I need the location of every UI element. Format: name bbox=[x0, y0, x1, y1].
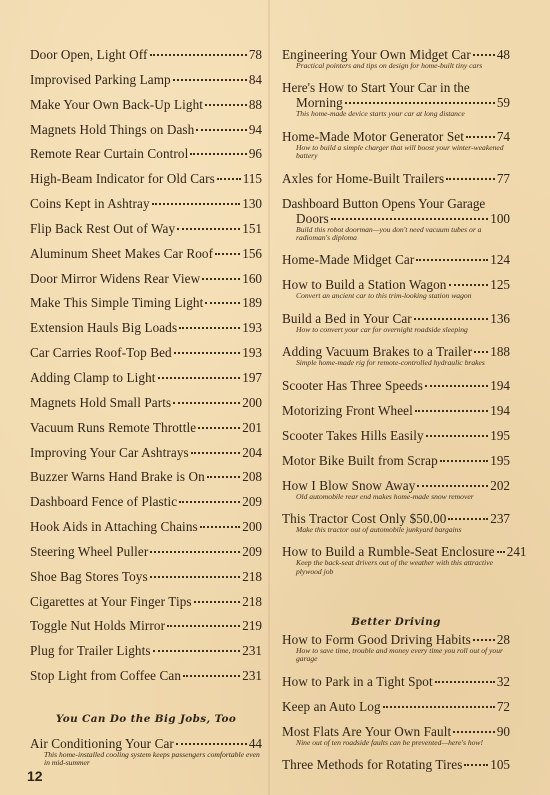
dot-leader bbox=[205, 104, 247, 106]
toc-entry bbox=[30, 494, 262, 519]
toc-entry-title: Dashboard Fence of Plastic bbox=[30, 494, 178, 510]
toc-entry bbox=[282, 378, 510, 393]
toc-entry bbox=[30, 295, 262, 320]
toc-entry bbox=[282, 632, 510, 647]
toc-entry-title: Toggle Nut Holds Mirror bbox=[30, 618, 166, 634]
toc-entry-page: 218 bbox=[242, 593, 262, 609]
toc-entry bbox=[30, 736, 262, 751]
toc-item bbox=[282, 344, 510, 367]
toc-entry-page: 209 bbox=[242, 494, 262, 510]
toc-entry-page: 200 bbox=[242, 394, 262, 410]
toc-item bbox=[282, 277, 510, 300]
toc-entry-page: 202 bbox=[490, 477, 510, 493]
toc-entry-description: Old automobile rear end makes home-made snow remover bbox=[296, 491, 474, 501]
right-section-entries bbox=[282, 632, 510, 782]
dot-leader bbox=[426, 435, 489, 437]
dot-leader bbox=[383, 706, 495, 708]
toc-entry-page: 200 bbox=[242, 519, 262, 535]
toc-entry-page: 231 bbox=[242, 668, 262, 684]
toc-entry-title: Keep an Auto Log bbox=[282, 698, 381, 714]
toc-entry-title: Motor Bike Built from Scrap bbox=[282, 452, 438, 468]
toc-entry-title: Improving Your Car Ashtrays bbox=[30, 444, 189, 460]
toc-entry bbox=[282, 211, 510, 226]
toc-item bbox=[282, 699, 510, 714]
toc-entry-title: Magnets Hold Small Parts bbox=[30, 394, 172, 410]
toc-entry bbox=[30, 395, 262, 420]
dot-leader bbox=[158, 377, 241, 379]
toc-entry-title: Axles for Home-Built Trailers bbox=[282, 170, 445, 186]
toc-entry-title: Adding Clamp to Light bbox=[30, 369, 156, 385]
toc-entry-description: How to convert your car for overnight roadside sleeping bbox=[296, 324, 468, 334]
toc-entry-title: This Tractor Cost Only $50.00 bbox=[282, 511, 447, 527]
toc-entry-title: How to Park in a Tight Spot bbox=[282, 673, 433, 689]
toc-entry-page: 160 bbox=[242, 270, 262, 286]
toc-entry bbox=[282, 453, 510, 468]
toc-entry-title: Stop Light from Coffee Can bbox=[30, 668, 182, 684]
toc-entry bbox=[30, 569, 262, 594]
dot-leader bbox=[415, 410, 488, 412]
toc-entry-title: High-Beam Indicator for Old Cars bbox=[30, 171, 215, 187]
toc-item bbox=[282, 47, 510, 70]
toc-entry-page: 100 bbox=[490, 210, 510, 226]
toc-entry-title: Plug for Trailer Lights bbox=[30, 643, 151, 659]
dot-leader bbox=[345, 102, 495, 104]
toc-entry-page: 194 bbox=[490, 377, 510, 393]
toc-entry-page: 77 bbox=[496, 170, 510, 186]
dot-leader bbox=[416, 259, 488, 261]
toc-entry-title: Extension Hauls Big Loads bbox=[30, 320, 178, 336]
toc-entry-description: Convert an ancient car to this trim-looking station wagon bbox=[296, 291, 472, 301]
dot-leader bbox=[173, 79, 247, 81]
dot-leader bbox=[440, 460, 488, 462]
toc-entry bbox=[30, 97, 262, 122]
dot-leader bbox=[183, 675, 240, 677]
toc-item bbox=[282, 632, 510, 664]
page-number: 12 bbox=[27, 768, 43, 784]
toc-entry-title: How to Form Good Driving Habits bbox=[282, 632, 471, 647]
toc-entry-title: Here's How to Start Your Car in the bbox=[282, 80, 470, 96]
toc-item bbox=[282, 724, 510, 747]
dot-leader bbox=[207, 476, 240, 478]
toc-entry bbox=[30, 618, 262, 643]
toc-item bbox=[282, 428, 510, 443]
dot-leader bbox=[435, 681, 495, 683]
toc-entry-title: Buzzer Warns Hand Brake is On bbox=[30, 469, 205, 485]
toc-entry-page: 32 bbox=[496, 673, 510, 689]
toc-entry-title: Shoe Bag Stores Toys bbox=[30, 568, 148, 584]
toc-item bbox=[282, 311, 510, 334]
toc-entry-page: 28 bbox=[496, 632, 510, 647]
toc-entry-title: Scooter Has Three Speeds bbox=[282, 377, 423, 393]
toc-entry-title: Doors bbox=[296, 210, 329, 226]
toc-entry bbox=[30, 47, 262, 72]
toc-entry-page: 241 bbox=[506, 544, 527, 560]
toc-entry bbox=[30, 320, 262, 345]
toc-entry-title: Adding Vacuum Brakes to a Trailer bbox=[282, 344, 473, 360]
dot-leader bbox=[179, 327, 240, 329]
toc-entry bbox=[30, 519, 262, 544]
toc-entry-page: 72 bbox=[496, 698, 510, 714]
toc-entry-description: How to build a simple charger that will boost your winter-weakened battery bbox=[296, 142, 504, 161]
toc-entry bbox=[30, 469, 262, 494]
toc-entry-title: How to Build a Rumble-Seat Enclosure bbox=[282, 544, 495, 560]
toc-entry bbox=[30, 594, 262, 619]
toc-entry bbox=[282, 674, 510, 689]
toc-entry bbox=[30, 146, 262, 171]
toc-entry-page: 130 bbox=[242, 196, 262, 212]
toc-entry-page: 48 bbox=[496, 47, 510, 62]
dot-leader bbox=[473, 54, 495, 56]
dot-leader bbox=[202, 278, 240, 280]
dot-leader bbox=[198, 427, 240, 429]
toc-entry-title: Vacuum Runs Remote Throttle bbox=[30, 419, 197, 435]
toc-entry bbox=[30, 668, 262, 693]
dot-leader bbox=[196, 129, 246, 131]
dot-leader bbox=[497, 551, 505, 553]
toc-entry-title: How to Build a Station Wagon bbox=[282, 277, 447, 293]
dot-leader bbox=[167, 625, 240, 627]
toc-entry-page: 151 bbox=[242, 220, 262, 236]
toc-entry bbox=[282, 344, 510, 359]
toc-entry-title: Dashboard Button Opens Your Garage bbox=[282, 195, 486, 211]
toc-entry-description: Nine out of ten roadside faults can be prevented—here's how! bbox=[296, 737, 484, 747]
toc-entry bbox=[30, 345, 262, 370]
toc-item bbox=[282, 378, 510, 393]
toc-entry-description: Build this robot doorman—you don't need vacuum tubes or a radioman's diploma bbox=[296, 224, 482, 243]
dot-leader bbox=[466, 136, 495, 138]
toc-entry bbox=[30, 643, 262, 668]
toc-entry-page: 105 bbox=[490, 757, 510, 773]
dot-leader bbox=[474, 351, 488, 353]
toc-entry-page: 237 bbox=[490, 511, 510, 527]
toc-item bbox=[282, 171, 510, 186]
toc-entry-title: Door Mirror Widens Rear View bbox=[30, 270, 201, 286]
toc-item bbox=[282, 674, 510, 689]
toc-entry-page: 156 bbox=[242, 245, 262, 261]
toc-entry-title: Most Flats Are Your Own Fault bbox=[282, 723, 452, 739]
toc-entry bbox=[30, 221, 262, 246]
toc-entry-page: 209 bbox=[242, 543, 262, 559]
toc-entry-title: Magnets Hold Things on Dash bbox=[30, 121, 195, 137]
toc-entry-description: Practical pointers and tips on design for home-built tiny cars bbox=[296, 61, 483, 70]
toc-entry-title: How I Blow Snow Away bbox=[282, 477, 416, 493]
toc-entry bbox=[30, 445, 262, 470]
toc-entry-title: Car Carries Roof-Top Bed bbox=[30, 345, 172, 361]
toc-entry bbox=[282, 311, 510, 326]
toc-entry-page: 88 bbox=[248, 96, 262, 112]
right-column bbox=[282, 47, 527, 586]
toc-entry-title: Three Methods for Rotating Tires bbox=[282, 757, 463, 773]
toc-entry bbox=[282, 699, 510, 714]
toc-entry-page: 204 bbox=[242, 444, 262, 460]
toc-entry bbox=[30, 72, 262, 97]
toc-item bbox=[282, 544, 527, 576]
toc-entry bbox=[30, 420, 262, 445]
toc-entry-title: Motorizing Front Wheel bbox=[282, 402, 413, 418]
dot-leader bbox=[414, 318, 488, 320]
toc-entry-page: 188 bbox=[490, 344, 510, 360]
dot-leader bbox=[448, 518, 488, 520]
toc-entry bbox=[282, 47, 510, 62]
toc-entry-page: 84 bbox=[248, 71, 262, 87]
toc-entry-title: Scooter Takes Hills Easily bbox=[282, 427, 424, 443]
toc-entry-title: Remote Rear Curtain Control bbox=[30, 146, 189, 162]
dot-leader bbox=[179, 501, 240, 503]
toc-entry bbox=[282, 428, 510, 443]
toc-entry-title: Coins Kept in Ashtray bbox=[30, 196, 150, 212]
toc-entry-page: 94 bbox=[248, 121, 262, 137]
toc-entry-page: 195 bbox=[490, 452, 510, 468]
toc-entry-title: Aluminum Sheet Makes Car Roof bbox=[30, 245, 214, 261]
toc-entry bbox=[282, 403, 510, 418]
toc-entry bbox=[282, 724, 510, 739]
dot-leader bbox=[217, 178, 241, 180]
toc-item bbox=[282, 80, 510, 118]
toc-entry-page: 96 bbox=[248, 146, 262, 162]
toc-entry-description: Simple home-made rig for remote-controlled hydraulic brakes bbox=[296, 358, 485, 368]
page-fold bbox=[268, 0, 270, 795]
toc-entry bbox=[30, 544, 262, 569]
dot-leader bbox=[153, 650, 241, 652]
toc-entry-title: Cigarettes at Your Finger Tips bbox=[30, 593, 192, 609]
toc-entry-title: Flip Back Rest Out of Way bbox=[30, 220, 176, 236]
toc-item bbox=[282, 511, 510, 534]
toc-item bbox=[282, 252, 510, 267]
toc-entry bbox=[30, 246, 262, 271]
dot-leader bbox=[446, 178, 495, 180]
dot-leader bbox=[152, 203, 241, 205]
toc-entry-description: This home-made device starts your car at long distance bbox=[296, 109, 465, 119]
toc-entry bbox=[282, 277, 510, 292]
toc-entry-title: Make This Simple Timing Light bbox=[30, 295, 204, 311]
dot-leader bbox=[150, 551, 240, 553]
toc-item bbox=[282, 403, 510, 418]
toc-entry-page: 136 bbox=[490, 310, 510, 326]
toc-item bbox=[282, 129, 510, 161]
dot-leader bbox=[174, 352, 240, 354]
dot-leader bbox=[176, 743, 247, 745]
toc-entry-page: 193 bbox=[242, 320, 262, 336]
dot-leader bbox=[449, 284, 489, 286]
toc-entry bbox=[282, 95, 510, 110]
dot-leader bbox=[453, 731, 495, 733]
toc-entry-page: 74 bbox=[496, 128, 510, 144]
toc-entry bbox=[30, 171, 262, 196]
toc-entry-description: Make this tractor out of automobile junkyard bargains bbox=[296, 525, 462, 535]
dot-leader bbox=[177, 228, 240, 230]
toc-entry-title: Make Your Own Back-Up Light bbox=[30, 96, 204, 112]
dot-leader bbox=[150, 576, 241, 578]
dot-leader bbox=[417, 485, 488, 487]
toc-entry bbox=[30, 271, 262, 296]
toc-entry-title: Door Open, Light Off bbox=[30, 47, 148, 62]
toc-entry-title: Home-Made Motor Generator Set bbox=[282, 128, 464, 144]
toc-item bbox=[282, 453, 510, 468]
toc-entry bbox=[282, 544, 527, 560]
toc-entry-page: 44 bbox=[248, 736, 262, 751]
dot-leader bbox=[331, 218, 488, 220]
toc-entry-page: 124 bbox=[490, 252, 510, 268]
toc-entry-title: Improvised Parking Lamp bbox=[30, 71, 171, 87]
dot-leader bbox=[464, 764, 488, 766]
toc-entry-title: Hook Aids in Attaching Chains bbox=[30, 519, 198, 535]
right-section-heading: Better Driving bbox=[351, 616, 441, 628]
dot-leader bbox=[191, 452, 240, 454]
toc-entry-description: This home-installed cooling system keeps passengers comfortable even in mid-summer bbox=[44, 750, 260, 768]
toc-entry-title: Build a Bed in Your Car bbox=[282, 310, 412, 326]
toc-entry-description: How to save time, trouble and money every time you roll out of your garage bbox=[296, 646, 503, 664]
toc-entry-page: 78 bbox=[248, 47, 262, 62]
toc-entry-page: 231 bbox=[242, 643, 262, 659]
toc-entry-page: 195 bbox=[490, 427, 510, 443]
toc-entry-page: 189 bbox=[242, 295, 262, 311]
toc-entry bbox=[282, 478, 510, 493]
toc-entry bbox=[282, 252, 510, 267]
dot-leader bbox=[173, 402, 240, 404]
dot-leader bbox=[150, 54, 247, 56]
dot-leader bbox=[473, 639, 495, 641]
left-column bbox=[30, 47, 262, 693]
toc-entry bbox=[282, 171, 510, 186]
toc-entry-page: 194 bbox=[490, 402, 510, 418]
toc-entry-title: Morning bbox=[296, 95, 343, 111]
toc-entry-title: Air Conditioning Your Car bbox=[30, 736, 174, 751]
toc-entry-page: 115 bbox=[242, 171, 262, 187]
toc-entry-page: 193 bbox=[242, 345, 262, 361]
dot-leader bbox=[205, 302, 240, 304]
dot-leader bbox=[190, 153, 246, 155]
left-section-heading: You Can Do the Big Jobs, Too bbox=[55, 713, 237, 725]
toc-entry-page: 219 bbox=[242, 618, 262, 634]
dot-leader bbox=[425, 385, 488, 387]
toc-entry bbox=[30, 196, 262, 221]
dot-leader bbox=[215, 253, 240, 255]
toc-entry bbox=[282, 129, 510, 144]
toc-entry-title: Steering Wheel Puller bbox=[30, 543, 149, 559]
toc-entry bbox=[30, 122, 262, 147]
toc-item bbox=[282, 478, 510, 501]
toc-entry-page: 125 bbox=[490, 277, 510, 293]
toc-entry-page: 208 bbox=[242, 469, 262, 485]
toc-entry bbox=[282, 757, 510, 772]
toc-entry bbox=[282, 511, 510, 526]
toc-entry-title: Home-Made Midget Car bbox=[282, 252, 415, 268]
toc-entry-title: Engineering Your Own Midget Car bbox=[282, 47, 471, 62]
toc-entry-page: 59 bbox=[496, 95, 510, 111]
toc-entry-description: Keep the back-seat drivers out of the weather with this attractive plywood job bbox=[296, 558, 493, 576]
toc-entry-page: 197 bbox=[242, 369, 262, 385]
toc-entry-page: 218 bbox=[242, 568, 262, 584]
left-section-entries bbox=[30, 736, 262, 768]
toc-entry-page: 90 bbox=[496, 723, 510, 739]
dot-leader bbox=[194, 601, 241, 603]
toc-item bbox=[282, 757, 510, 772]
toc-entry-page: 201 bbox=[242, 419, 262, 435]
dot-leader bbox=[200, 526, 240, 528]
toc-item bbox=[282, 196, 510, 243]
toc-entry bbox=[30, 370, 262, 395]
